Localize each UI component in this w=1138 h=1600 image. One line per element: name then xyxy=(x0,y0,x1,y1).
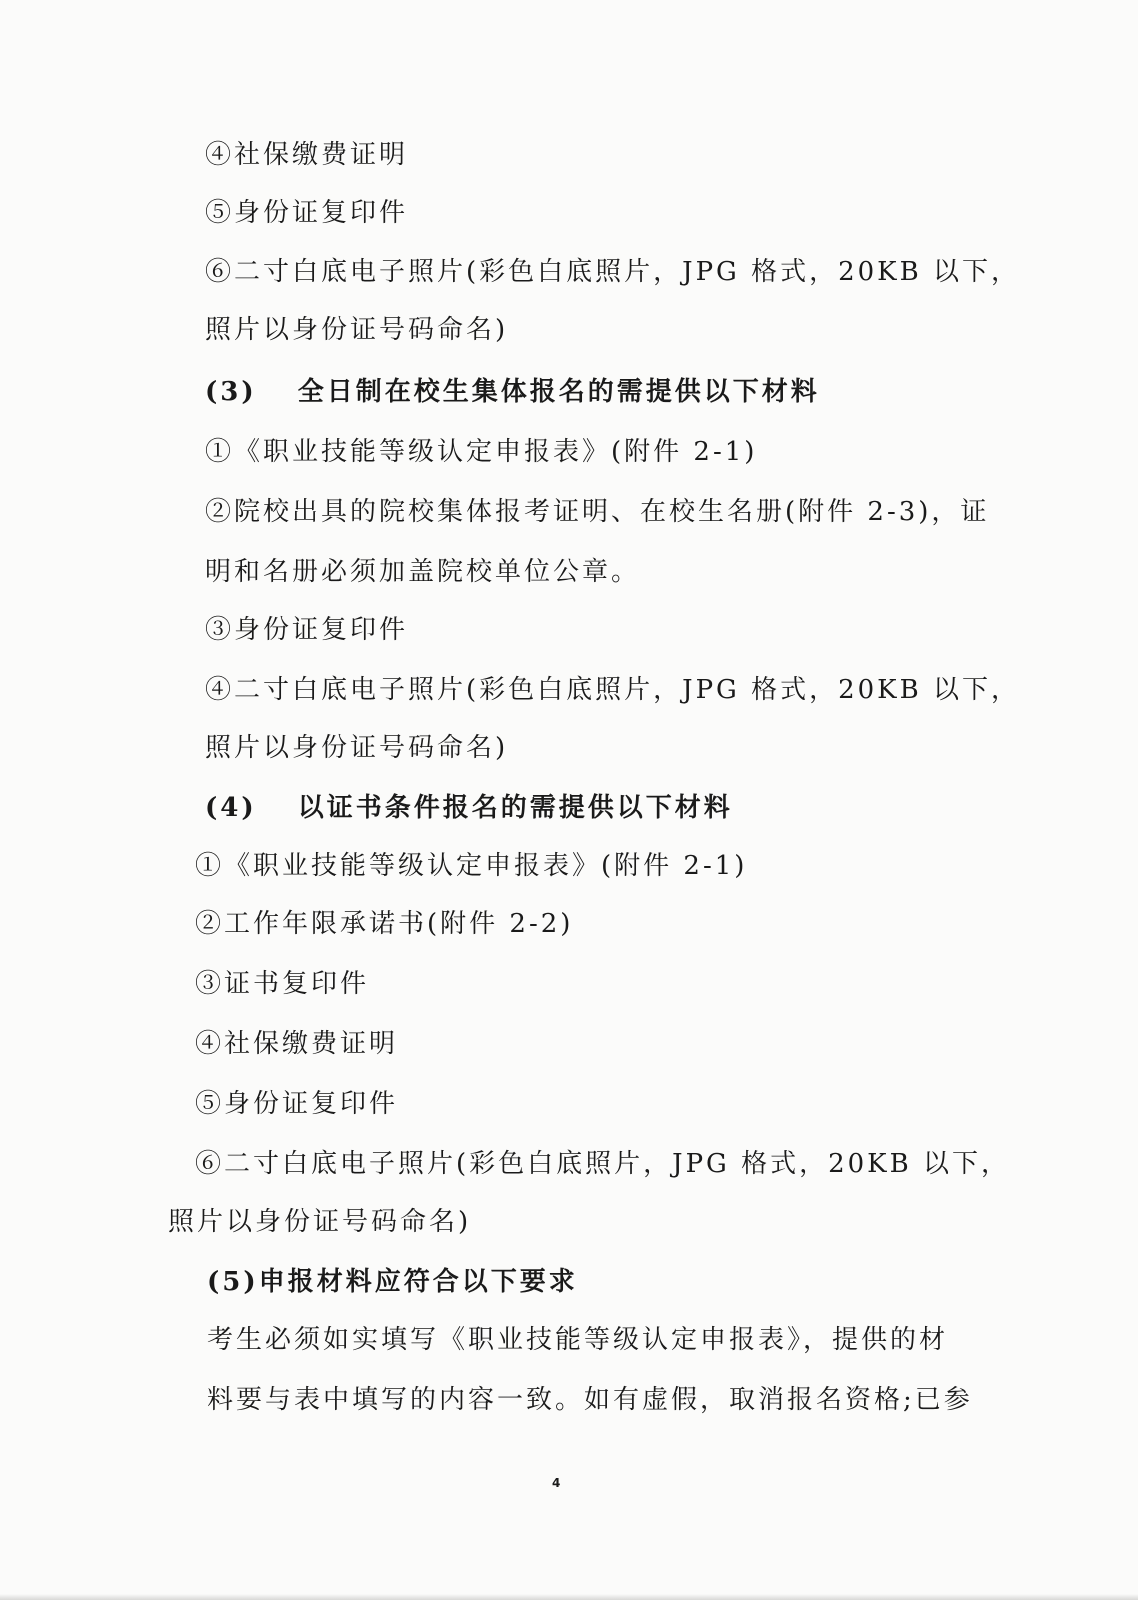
list-item-continuation: 照片以身份证号码命名) xyxy=(168,1207,472,1237)
list-item-continuation: 明和名册必须加盖院校单位公章。 xyxy=(205,557,641,587)
list-item: ①《职业技能等级认定申报表》(附件 2-1) xyxy=(195,851,748,881)
paragraph-line: 料要与表中填写的内容一致。如有虚假，取消报名资格;已参 xyxy=(207,1385,973,1415)
list-item: ④二寸白底电子照片(彩色白底照片，JPG 格式，20KB 以下， xyxy=(205,675,1020,705)
section-heading: (3) 全日制在校生集体报名的需提供以下材料 xyxy=(205,377,820,407)
list-item: ④社保缴费证明 xyxy=(205,140,409,170)
list-item: ③证书复印件 xyxy=(195,969,370,999)
list-item: ⑥二寸白底电子照片(彩色白底照片，JPG 格式，20KB 以下， xyxy=(205,257,1020,287)
section-heading: (4) 以证书条件报名的需提供以下材料 xyxy=(205,793,733,823)
list-item-continuation: 照片以身份证号码命名) xyxy=(205,733,509,763)
list-item: ①《职业技能等级认定申报表》(附件 2-1) xyxy=(205,437,758,467)
list-item: ②院校出具的院校集体报考证明、在校生名册(附件 2-3)，证 xyxy=(205,497,990,527)
list-item: ②工作年限承诺书(附件 2-2) xyxy=(195,909,574,939)
list-item: ⑥二寸白底电子照片(彩色白底照片，JPG 格式，20KB 以下， xyxy=(195,1149,1010,1179)
scan-edge xyxy=(0,1594,1138,1600)
list-item: ⑤身份证复印件 xyxy=(205,198,409,228)
list-item-continuation: 照片以身份证号码命名) xyxy=(205,315,509,345)
list-item: ③身份证复印件 xyxy=(205,615,409,645)
list-item: ④社保缴费证明 xyxy=(195,1029,399,1059)
list-item: ⑤身份证复印件 xyxy=(195,1089,399,1119)
section-heading: (5)申报材料应符合以下要求 xyxy=(207,1267,578,1297)
page-number: 4 xyxy=(552,1476,561,1490)
paragraph-line: 考生必须如实填写《职业技能等级认定申报表》，提供的材 xyxy=(207,1325,949,1355)
